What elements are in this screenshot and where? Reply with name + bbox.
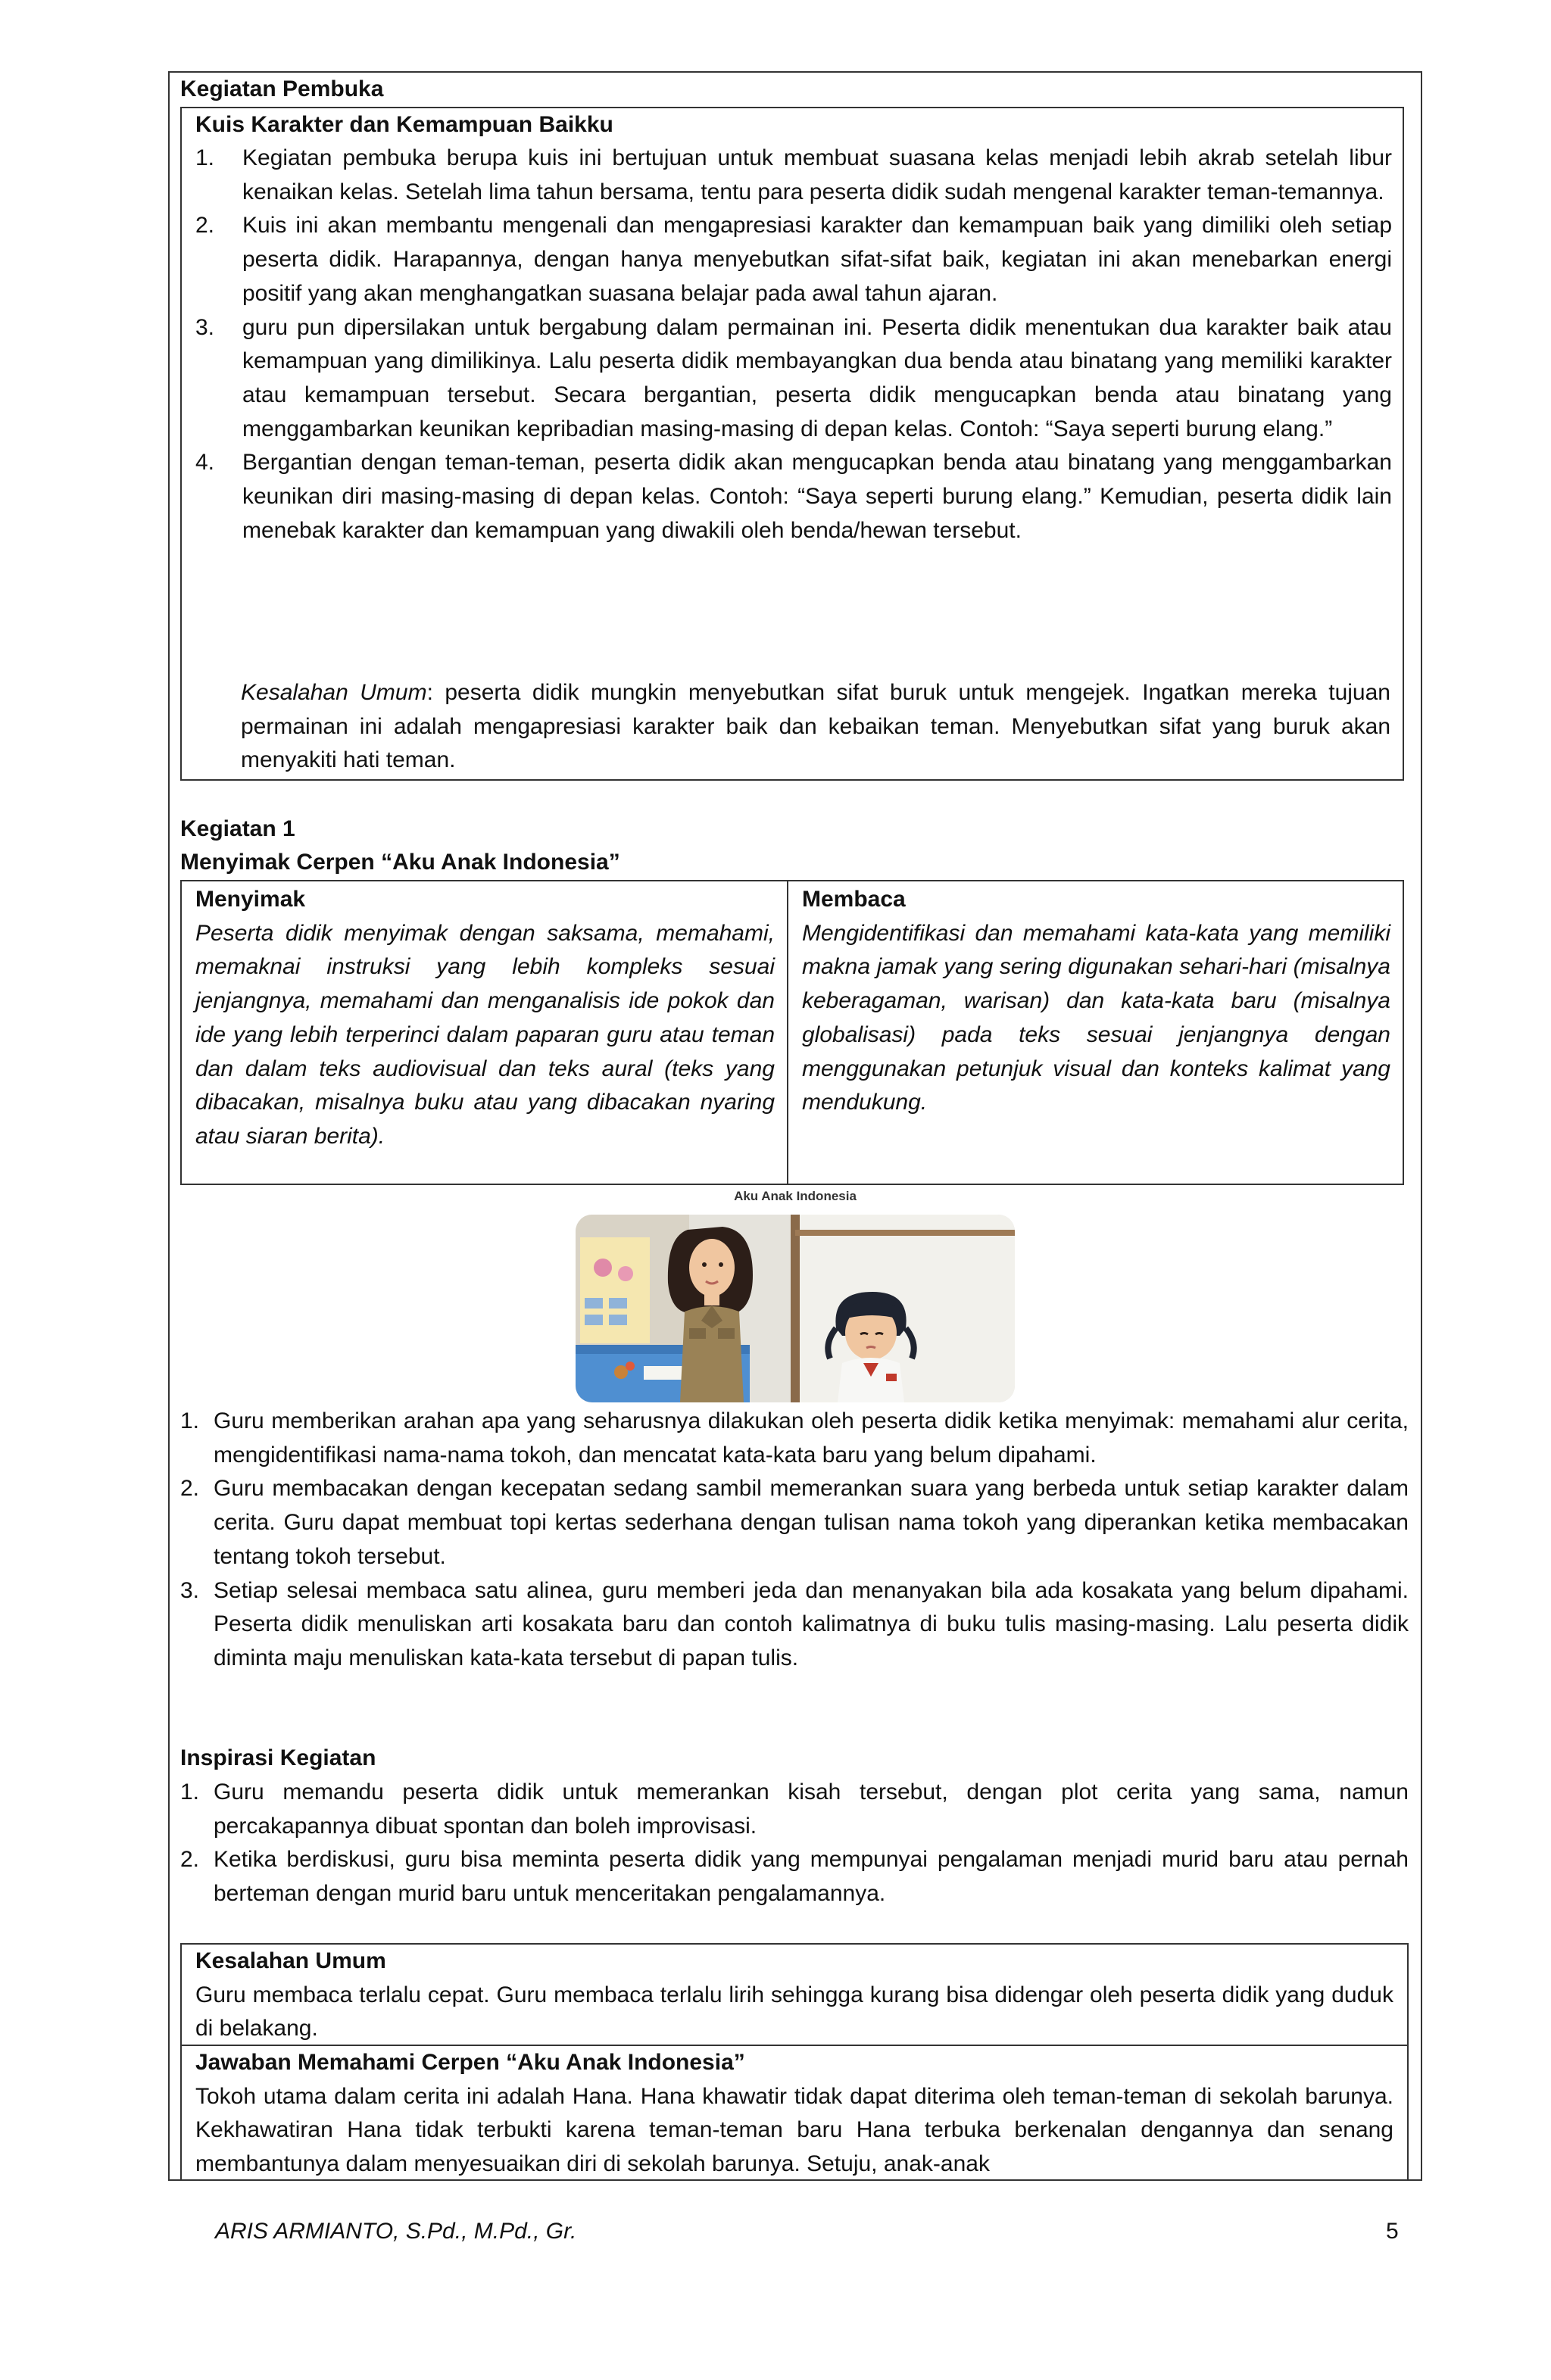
membaca-title: Membaca [802,887,906,912]
footer-author: ARIS ARMIANTO, S.Pd., M.Pd., Gr. [215,2219,577,2244]
list-item: 1. Kegiatan pembuka berupa kuis ini bertujuan untuk membuat suasana kelas menjadi lebih akrab setelah libur kenaikan kelas. Setelah lima tahun bersama, tentu para peserta didik sudah mengenal karakter teman-temannya. [195,145,1392,204]
teacher-face [689,1239,735,1296]
section-heading-inspirasi: Inspirasi Kegiatan [180,1745,376,1770]
list-item: 2. Ketika berdiskusi, guru bisa meminta peserta didik yang mempunyai pengalaman menjadi murid baru atau pernah berteman dengan murid baru untuk menceritakan pengalamannya. [180,1847,1409,1907]
skills-table [180,880,1404,1185]
quiz-box-title: Kuis Karakter dan Kemampuan Baikku [195,112,613,137]
kesalahan-text: Guru membaca terlalu cepat. Guru membaca terlalu lirih sehingga kurang bisa didengar oleh peserta didik yang duduk di belakang. [195,1982,1393,2042]
kesalahan-title: Kesalahan Umum [195,1948,386,1973]
inspirasi-list [168,1776,1409,1911]
list-item: 1. Guru memberikan arahan apa yang seharusnya dilakukan oleh peserta didik ketika menyimak: memahami alur cerita, mengidentifikasi nama-nama tokoh, dan mencatat kata-kata baru yang belum dipahami. [180,1408,1409,1468]
section-subheading-kegiatan1: Menyimak Cerpen “Aku Anak Indonesia” [180,850,620,875]
list-item: 2. Guru membacakan dengan kecepatan sedang sambil memerankan suara yang berbeda untuk setiap karakter dalam cerita. Guru dapat membuat topi kertas sederhana dengan tulisan nama tokoh yang diperankan ketika membacakan tentang tokoh tersebut. [180,1476,1409,1569]
menyimak-title: Menyimak [195,887,306,912]
jawaban-text: Tokoh utama dalam cerita ini adalah Hana. Hana khawatir tidak dapat diterima oleh teman-teman di sekolah barunya. Kekhawatiran Hana tidak terbukti karena teman-teman baru Hana terbuka berkenalan dengannya dan senang membantunya dalam menyesuaikan diri di sekolah barunya. Setuju, anak-anak [195,2083,1393,2177]
jawaban-box [180,2045,1409,2181]
list-item: 2. Kuis ini akan membantu mengenali dan mengapresiasi karakter dan kemampuan baik yang dimiliki oleh setiap peserta didik. Harapannya, dengan hanya menyebutkan sifat-sifat baik, kegiatan ini akan menebarkan energi positif yang akan menghangatkan suasana belajar pada awal tahun ajaran. [195,213,1392,306]
kesalahan-box [180,1943,1409,2046]
poster [580,1237,650,1343]
menyimak-text: Peserta didik menyimak dengan saksama, memahami, memaknai instruksi yang lebih kompleks sesuai jenjangnya, memahami dan menganalisis ide pokok dan ide yang lebih terperinci dalam paparan guru atau teman dan dalam teks audiovisual dan teks aural (teks yang dibacakan, misalnya buku atau yang dibacakan nyaring atau siaran berita). [195,920,775,1149]
list-item: 1. Guru memandu peserta didik untuk memerankan kisah tersebut, dengan plot cerita yang sama, namun percakapannya dibuat spontan dan boleh improvisasi. [180,1780,1409,1839]
list-item: 3. guru pun dipersilakan untuk bergabung dalam permainan ini. Peserta didik menentukan dua karakter baik atau kemampuan yang dimilikinya. Lalu peserta didik membayangkan dua benda atau binatang yang memiliki karakter atau kemampuan tersebut. Secara bergantian, peserta didik mengucapkan benda atau binatang yang menggambarkan keunikan kepribadian masing-masing di depan kelas. Contoh: “Saya seperti burung elang.” [195,314,1392,441]
skills-cell-membaca [788,881,1403,1184]
whiteboard [795,1215,1015,1402]
jawaban-title: Jawaban Memahami Cerpen “Aku Anak Indonesia” [195,2050,745,2075]
section-heading-pembuka: Kegiatan Pembuka [180,76,384,101]
page-number: 5 [1386,2219,1399,2244]
story-illustration [576,1215,1015,1402]
membaca-text: Mengidentifikasi dan memahami kata-kata yang memiliki makna jamak yang sering digunakan sehari-hari (misalnya keberagaman, warisan) dan kata-kata baru (misalnya globalisasi) pada teks sesuai jenjangnya dengan menggunakan petunjuk visual dan konteks kalimat yang mendukung. [802,920,1390,1115]
image-caption: Aku Anak Indonesia [734,1189,857,1203]
skills-cell-menyimak [182,881,788,1184]
list-item: 4. Bergantian dengan teman-teman, peserta didik akan mengucapkan benda atau binatang yang menggambarkan keunikan diri masing-masing di depan kelas. Contoh: “Saya seperti burung elang.” Kemudian, peserta didik lain menebak karakter dan kemampuan yang diwakili oleh benda/hewan tersebut. [195,450,1392,543]
quiz-list [182,142,1392,547]
kegiatan1-steps [168,1405,1409,1676]
section-heading-kegiatan1: Kegiatan 1 [180,816,295,841]
list-item: 3. Setiap selesai membaca satu alinea, guru memberi jeda dan menanyakan bila ada kosakata yang belum dipahami. Peserta didik menuliskan arti kosakata baru dan contoh kalimatnya di buku tulis masing-masing. Lalu peserta didik diminta maju menuliskan kata-kata tersebut di papan tulis. [180,1577,1409,1670]
quiz-note-text: Kesalahan Umum: peserta didik mungkin menyebutkan sifat buruk untuk mengejek. Ingatkan mereka tujuan permainan ini adalah mengapresiasi karakter baik dan kebaikan teman. Menyebutkan sifat yang buruk akan menyakiti hati teman. [241,680,1390,773]
